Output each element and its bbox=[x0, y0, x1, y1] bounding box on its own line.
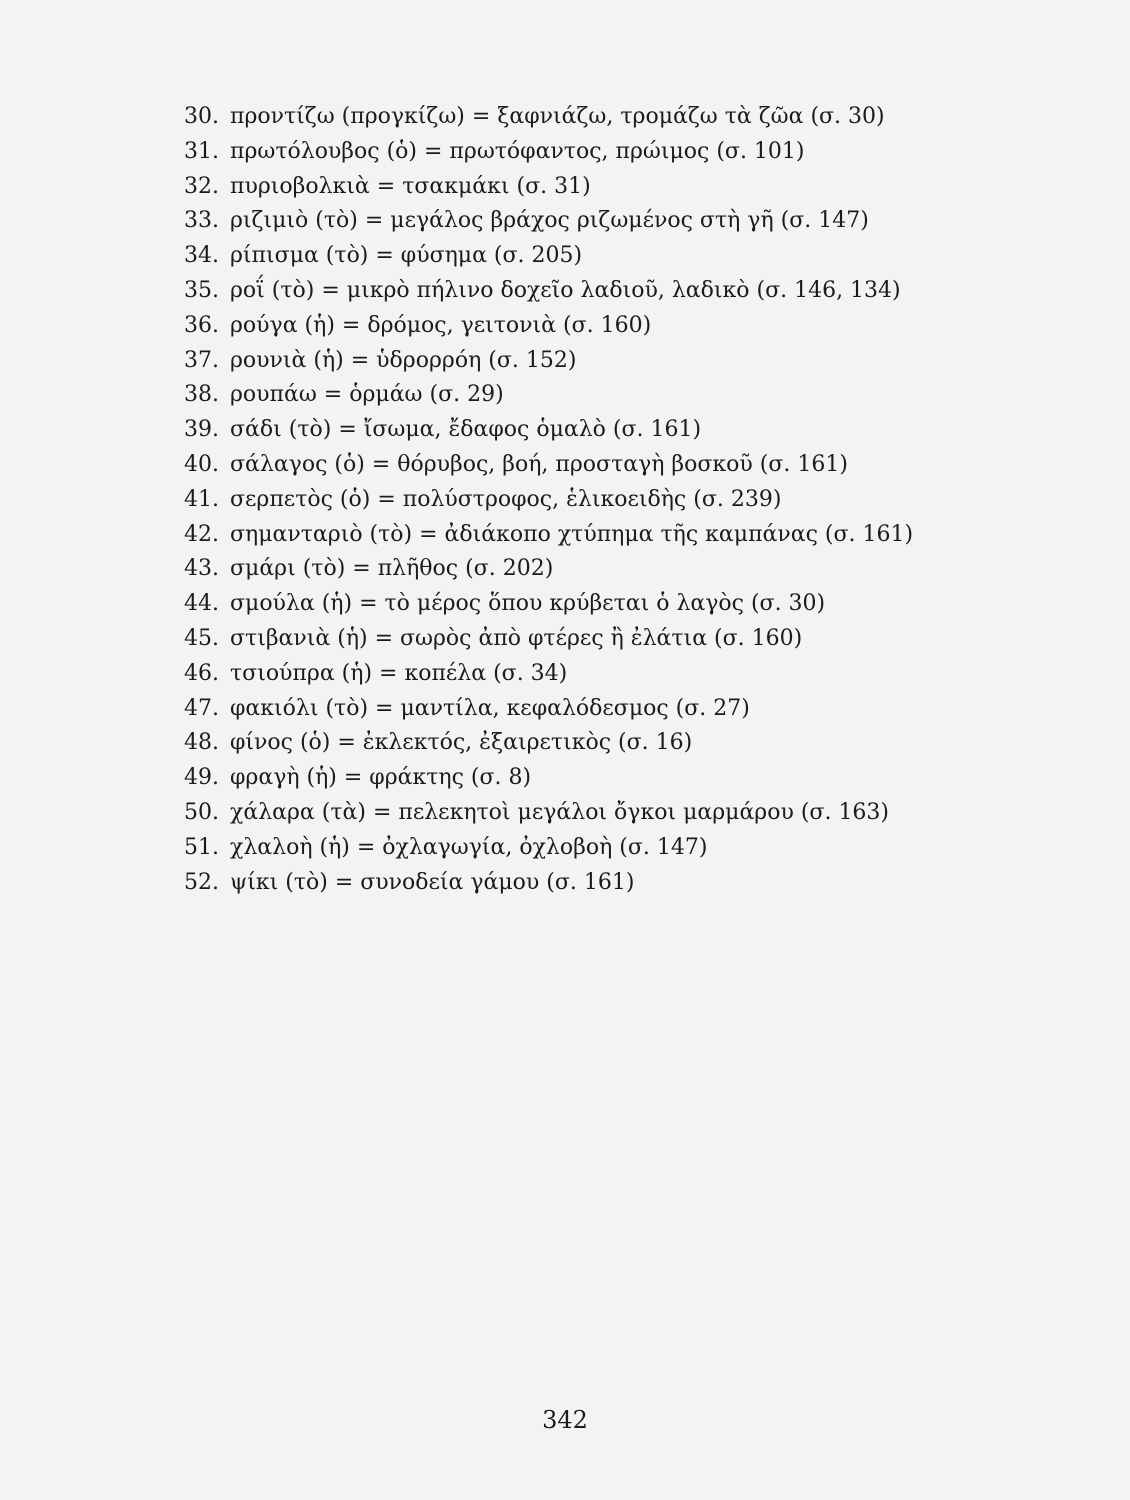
glossary-entry bbox=[184, 344, 984, 379]
entry-text: πρωτόλουβος (ὁ) = πρωτόφαντος, πρώιμος (σ. 101) bbox=[230, 138, 805, 164]
entry-text: ψίκι (τὸ) = συνοδεία γάμου (σ. 161) bbox=[230, 869, 635, 895]
entry-number: 39. bbox=[184, 417, 219, 443]
entry-number: 46. bbox=[184, 660, 219, 686]
entry-number: 34. bbox=[184, 243, 219, 269]
glossary-list bbox=[184, 100, 984, 900]
glossary-entry bbox=[184, 170, 984, 205]
entry-number: 48. bbox=[184, 730, 219, 756]
glossary-entry bbox=[184, 866, 984, 901]
entry-text: προντίζω (προγκίζω) = ξαφνιάζω, τρομάζω τὰ ζῶα (σ. 30) bbox=[230, 104, 885, 129]
entry-text: πυριοβολκιὰ = τσακμάκι (σ. 31) bbox=[230, 173, 591, 199]
glossary-entry bbox=[184, 135, 984, 170]
entry-number: 33. bbox=[184, 208, 219, 234]
entry-text: ροΐ (τὸ) = μικρὸ πήλινο δοχεῖο λαδιοῦ, λαδικὸ (σ. 146, 134) bbox=[230, 277, 901, 303]
entry-text: σάλαγος (ὁ) = θόρυβος, βοή, προσταγὴ βοσκοῦ (σ. 161) bbox=[230, 451, 848, 477]
glossary-entry bbox=[184, 483, 984, 518]
entry-text: ρουπάω = ὁρμάω (σ. 29) bbox=[230, 382, 504, 408]
glossary-entry bbox=[184, 726, 984, 761]
entry-number: 35. bbox=[184, 277, 219, 303]
entry-number: 40. bbox=[184, 451, 219, 477]
entry-number: 44. bbox=[184, 591, 219, 617]
entry-number: 42. bbox=[184, 521, 219, 547]
entry-text: χλαλοὴ (ἡ) = ὀχλαγωγία, ὀχλοβοὴ (σ. 147) bbox=[230, 834, 708, 860]
entry-text: ρουνιὰ (ἡ) = ὑδρορρόη (σ. 152) bbox=[230, 347, 577, 373]
glossary-entry bbox=[184, 622, 984, 657]
entry-number: 51. bbox=[184, 834, 219, 860]
entry-text: φακιόλι (τὸ) = μαντίλα, κεφαλόδεσμος (σ. 27) bbox=[230, 695, 750, 721]
entry-number: 41. bbox=[184, 486, 219, 512]
glossary-entry bbox=[184, 378, 984, 413]
entry-number: 45. bbox=[184, 625, 219, 651]
entry-number: 52. bbox=[184, 869, 219, 895]
entry-text: σάδι (τὸ) = ἴσωμα, ἔδαφος ὁμαλὸ (σ. 161) bbox=[230, 417, 702, 443]
glossary-entry bbox=[184, 692, 984, 727]
entry-text: φραγὴ (ἡ) = φράκτης (σ. 8) bbox=[230, 765, 532, 791]
entry-text: ρίπισμα (τὸ) = φύσημα (σ. 205) bbox=[230, 243, 583, 269]
entry-number: 37. bbox=[184, 347, 219, 373]
page-number: 342 bbox=[542, 1406, 588, 1434]
entry-number: 30. bbox=[184, 104, 219, 129]
entry-number: 31. bbox=[184, 138, 219, 164]
entry-number: 50. bbox=[184, 799, 219, 825]
entry-text: σερπετὸς (ὁ) = πολύστροφος, ἑλικοειδὴς (σ. 239) bbox=[230, 486, 782, 512]
glossary-entry bbox=[184, 796, 984, 831]
glossary-entry bbox=[184, 587, 984, 622]
glossary-entry bbox=[184, 518, 984, 553]
entry-number: 47. bbox=[184, 695, 219, 721]
entry-text: χάλαρα (τὰ) = πελεκητοὶ μεγάλοι ὄγκοι μαρμάρου (σ. 163) bbox=[230, 799, 890, 825]
entry-text: στιβανιὰ (ἡ) = σωρὸς ἀπὸ φτέρες ἢ ἐλάτια (σ. 160) bbox=[230, 625, 803, 651]
glossary-entry bbox=[184, 552, 984, 587]
entry-text: ριζιμιὸ (τὸ) = μεγάλος βράχος ριζωμένος στὴ γῆ (σ. 147) bbox=[230, 208, 869, 234]
glossary-entry bbox=[184, 413, 984, 448]
entry-text: σημανταριὸ (τὸ) = ἀδιάκοπο χτύπημα τῆς καμπάνας (σ. 161) bbox=[230, 521, 914, 547]
glossary-entry bbox=[184, 448, 984, 483]
glossary-entry bbox=[184, 831, 984, 866]
entry-text: ρούγα (ἡ) = δρόμος, γειτονιὰ (σ. 160) bbox=[230, 312, 652, 338]
entry-text: φίνος (ὁ) = ἐκλεκτός, ἐξαιρετικὸς (σ. 16) bbox=[230, 730, 693, 756]
entry-text: σμούλα (ἡ) = τὸ μέρος ὅπου κρύβεται ὁ λαγὸς (σ. 30) bbox=[230, 591, 826, 617]
glossary-entry bbox=[184, 239, 984, 274]
glossary-entry bbox=[184, 274, 984, 309]
entry-number: 32. bbox=[184, 173, 219, 199]
glossary-entry bbox=[184, 309, 984, 344]
entry-number: 38. bbox=[184, 382, 219, 408]
entry-text: τσιούπρα (ἡ) = κοπέλα (σ. 34) bbox=[230, 660, 568, 686]
glossary-entry bbox=[184, 761, 984, 796]
glossary-entry bbox=[184, 657, 984, 692]
entry-number: 49. bbox=[184, 765, 219, 791]
glossary-entry bbox=[184, 100, 984, 135]
entry-text: σμάρι (τὸ) = πλῆθος (σ. 202) bbox=[230, 556, 554, 582]
glossary-entry bbox=[184, 204, 984, 239]
entry-number: 43. bbox=[184, 556, 219, 582]
entry-number: 36. bbox=[184, 312, 219, 338]
